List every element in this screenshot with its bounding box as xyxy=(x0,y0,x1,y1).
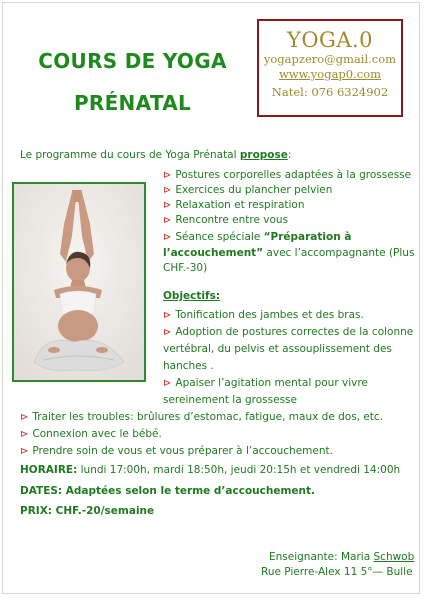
dates-line: DATES: Adaptées selon le terme d’accouchement. xyxy=(20,485,316,497)
contact-email[interactable]: yogapzero@gmail.com xyxy=(263,52,397,66)
schedule-line xyxy=(20,463,400,478)
schedule-label: HORAIRE: xyxy=(20,464,78,476)
arrow-bullet-icon: ⊳ xyxy=(163,327,172,338)
pregnant-woman-meditation-image xyxy=(14,184,144,380)
objective-item-2-line-1: ⊳ Adoption de postures correctes de la colonne xyxy=(163,326,414,338)
arrow-bullet-icon: ⊳ xyxy=(163,185,172,196)
intro-emphasis: propose xyxy=(239,149,288,161)
intro-suffix: : xyxy=(287,149,292,161)
arrow-bullet-icon: ⊳ xyxy=(163,378,172,389)
program-item-4: ⊳ Rencontre entre vous xyxy=(163,214,289,226)
brand-name: YOGA.0 xyxy=(286,28,374,52)
arrow-bullet-icon: ⊳ xyxy=(20,429,29,440)
page-title xyxy=(0,40,265,124)
arrow-bullet-icon: ⊳ xyxy=(163,232,172,243)
address-line: Rue Pierre-Alex 11 5°— Bulle xyxy=(261,566,413,578)
arrow-bullet-icon: ⊳ xyxy=(163,170,172,181)
special-session-line-1: ⊳ Séance spéciale “Préparation à xyxy=(163,231,352,243)
arrow-bullet-icon: ⊳ xyxy=(163,310,172,321)
yoga-photo xyxy=(12,182,146,382)
price-line: PRIX: CHF.-20/semaine xyxy=(20,505,155,517)
schedule-text: lundi 17:00h, mardi 18:50h, jeudi 20:15h et vendredi 14:00h xyxy=(77,464,401,476)
special-session-line-2: l’accouchement” avec l’accompagnante (Plus xyxy=(163,247,415,259)
teacher-name: Schwob xyxy=(373,551,415,563)
objective-item-1: ⊳ Tonification des jambes et des bras. xyxy=(163,309,364,321)
arrow-bullet-icon: ⊳ xyxy=(163,215,172,226)
arrow-bullet-icon: ⊳ xyxy=(20,446,29,457)
program-item-3: ⊳ Relaxation et respiration xyxy=(163,199,305,211)
program-item-2: ⊳ Exercices du plancher pelvien xyxy=(163,184,333,196)
objective-item-2-line-2: vertébral, du pelvis et assouplissement des xyxy=(163,343,392,355)
benefit-item-1: ⊳ Traiter les troubles: brûlures d’estomac, fatigue, maux de dos, etc. xyxy=(20,411,384,423)
teacher-line: Enseignante: Maria Schwob xyxy=(269,551,415,563)
intro-text: Le programme du cours de Yoga Prénatal xyxy=(20,149,240,161)
benefit-item-3: ⊳ Prendre soin de vous et vous préparer à l’accouchement. xyxy=(20,445,333,457)
objective-item-3-line-1: ⊳ Apaiser l’agitation mental pour vivre xyxy=(163,377,368,389)
contact-box xyxy=(257,19,403,117)
title-line-1: COURS DE YOGA xyxy=(38,49,227,73)
objective-item-2-line-3: hanches . xyxy=(163,360,214,372)
objective-item-3-line-2: sereinement la grossesse xyxy=(163,394,297,406)
benefit-item-2: ⊳ Connexion avec le bébé. xyxy=(20,428,162,440)
special-session-line-3: CHF.-30) xyxy=(163,262,208,274)
objectives-title: Objectifs: xyxy=(163,290,221,302)
program-item-1: ⊳ Postures corporelles adaptées à la grossesse xyxy=(163,169,412,181)
arrow-bullet-icon: ⊳ xyxy=(163,200,172,211)
intro-line xyxy=(20,148,291,163)
contact-phone: Natel: 076 6324902 xyxy=(271,85,389,99)
arrow-bullet-icon: ⊳ xyxy=(20,412,29,423)
title-line-2: PRÉNATAL xyxy=(73,91,192,115)
contact-website[interactable]: www.yogap0.com xyxy=(278,67,382,81)
